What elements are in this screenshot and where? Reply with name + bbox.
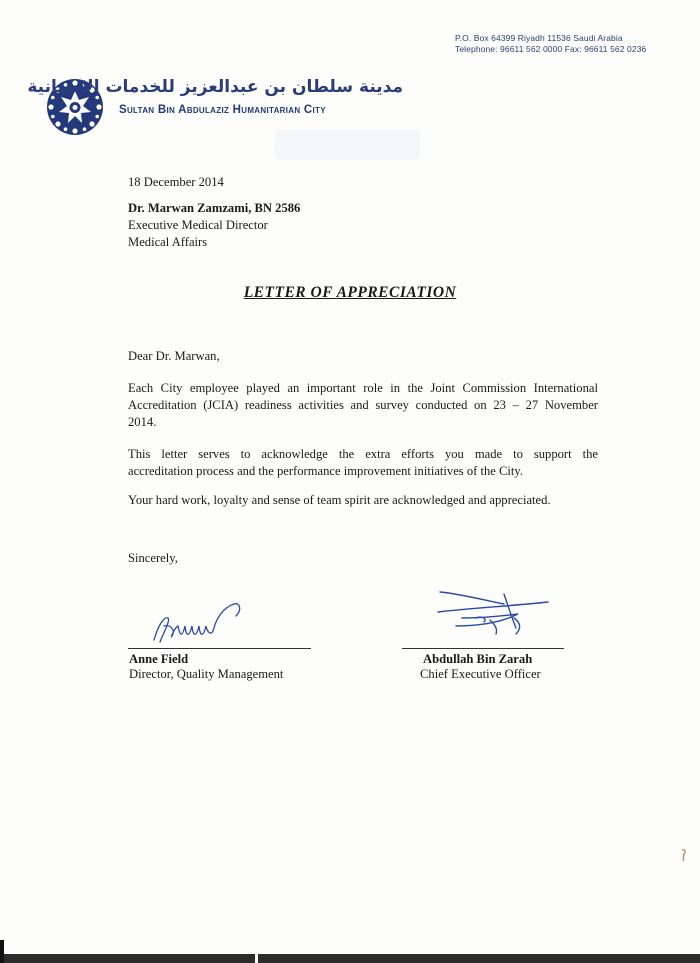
paragraph-1-line: Accreditation (JCIA) readiness activities and survey conducted on 23 – 27 November [128,398,598,412]
paragraph-2 [128,446,598,480]
paragraph-3: Your hard work, loyalty and sense of team spirit are acknowledged and appreciated. [128,493,551,507]
signature-line-left [128,648,311,649]
closing: Sincerely, [128,551,178,565]
paragraph-1-line: 2014. [128,415,157,429]
salutation: Dear Dr. Marwan, [128,349,220,363]
paragraph-1 [128,380,598,431]
contact-address: P.O. Box 64399 Riyadh 11536 Saudi Arabia [455,33,623,43]
signature-abdullah-bin-zarah [432,588,554,648]
contact-phone-fax: Telephone: 96611 562 0000 Fax: 96611 562 0236 [455,44,647,54]
recipient-title: Executive Medical Director [128,218,268,232]
signatory-left-title: Director, Quality Management [129,667,284,681]
signatory-right-name: Abdullah Bin Zarah [423,652,533,666]
signatory-right-title: Chief Executive Officer [420,667,541,681]
letter-date: 18 December 2014 [128,175,224,189]
scan-border-notch [255,954,258,963]
signatory-left-name: Anne Field [129,652,189,666]
recipient-department: Medical Affairs [128,235,208,249]
scan-speck [680,848,688,862]
letter-title: LETTER OF APPRECIATION [243,284,457,301]
faint-stamp [275,130,420,160]
paragraph-1-line: Each City employee played an important role in the Joint Commission International [128,381,598,395]
paragraph-2-line: accreditation process and the performance improvement initiatives of the City. [128,464,524,478]
recipient-name: Dr. Marwan Zamzami, BN 2586 [128,201,301,215]
paragraph-2-line: This letter serves to acknowledge the extra efforts you made to support the [128,447,598,461]
contact-block [455,33,695,55]
scan-edge [0,940,4,963]
scan-border [0,954,700,963]
org-name-english: Sultan Bin Abdulaziz Humanitarian City [119,104,326,116]
signature-anne-field [148,596,248,648]
signature-line-right [402,648,564,649]
org-name-arabic: مدينة سلطان بن عبدالعزيز للخدمات الإنسانية [27,77,403,97]
recipient-block [128,200,300,251]
